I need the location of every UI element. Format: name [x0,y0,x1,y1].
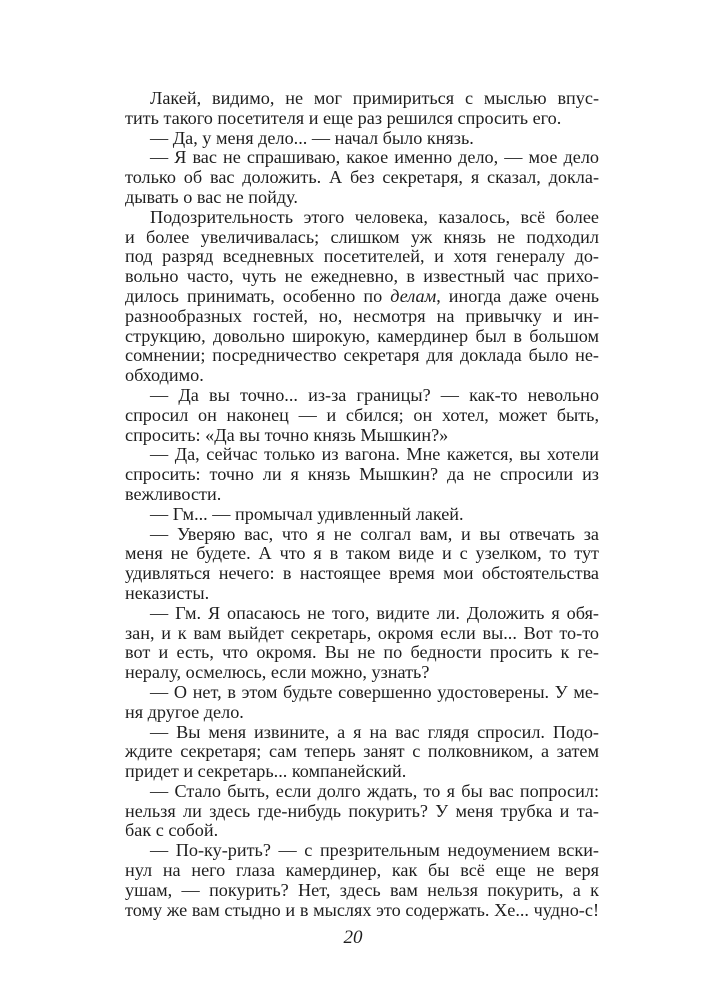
text-segment: , иногда даже очень [436,285,599,306]
paragraph [125,505,599,525]
paragraph [125,525,599,604]
text-line: нералу, осмелюсь, если можно, узнать? [125,662,430,683]
paragraph [125,841,599,920]
text-line: меня не будете. А что я в таком виде и с узелком, то тут [125,543,599,564]
paragraph [125,129,599,149]
text-line [125,287,599,307]
text-line: Лакей, видимо, не мог примириться с мыслью впус- [150,88,599,108]
text-line: вот и есть, что окромя. Вы не по бедности просить к ге- [125,642,599,663]
text-line: обходимо. [125,365,204,386]
text-line: ждите секретаря; сам теперь занят с полковником, а затем [125,741,599,762]
text-line: — Вы меня извините, а я на вас глядя спросил. Подо- [150,721,599,742]
text-line: нельзя ли здесь где-нибудь покурить? У меня трубка и та- [125,800,599,821]
paragraph [125,782,599,841]
text-line: тить такого посетителя и еще раз решился спросить его. [125,107,562,128]
paragraph [125,148,599,207]
text-line: сомнении; посредничество секретаря для доклада было не- [125,345,599,366]
text-line: удивляться нечего: в настоящее время мои обстоятельства [125,563,599,584]
text-line: неказисты. [125,582,210,603]
paragraph [125,723,599,782]
paragraph [125,683,599,723]
text-line: нул на него глаза камердинер, как бы всё еще не веря [125,860,599,881]
text-line: спросить: «Да вы точно князь Мышкин?» [125,424,449,445]
text-line: — О нет, в этом будьте совершенно удостоверены. У ме- [150,681,599,702]
text-line: и более увеличивалась; слишком уж князь не подходил [125,226,599,247]
text-line: дывать о вас не пойду. [125,186,298,207]
page-body-text [125,89,599,920]
text-line: — Да вы точно... из-за границы? — как-то невольно [150,384,599,405]
text-line: — По-ку-рить? — с презрительным недоумением вски- [150,840,599,861]
text-line: — Да, сейчас только из вагона. Мне кажется, вы хотели [150,444,599,465]
paragraph [125,604,599,683]
text-line: придет и секретарь... компанейский. [125,761,407,782]
text-line: — Стало быть, если долго ждать, то я бы вас попросил: [150,780,599,801]
text-line: струкцию, довольно широкую, камердинер был в большом [125,325,599,346]
paragraph [125,445,599,504]
text-line: — Да, у меня дело... — начал было князь. [150,127,474,148]
paragraph [125,89,599,129]
text-line: бак с собой. [125,820,219,841]
text-line: тому же вам стыдно и в мыслях это содержать. Хе... чудно-с! [125,899,599,920]
text-line: зан, и к вам выйдет секретарь, окромя если вы... Вот то-то [125,622,599,643]
text-line: — Я вас не спрашиваю, какое именно дело, — мое дело [150,147,599,168]
text-line: только об вас доложить. А без секретаря, я сказал, докла- [125,167,599,188]
paragraph [125,386,599,445]
paragraph [125,208,599,386]
text-line: — Гм... — промычал удивленный лакей. [150,503,464,524]
text-line: — Гм. Я опасаюсь не того, видите ли. Доложить я обя- [150,602,599,623]
text-line: спросил он наконец — и сбился; он хотел, может быть, [125,404,599,425]
text-line: — Уверяю вас, что я не солгал вам, и вы отвечать за [150,523,599,544]
text-line: вежливости. [125,483,222,504]
text-line: разнообразных гостей, но, несмотря на привычку и ин- [125,305,599,326]
emphasized-text: делам [390,285,437,306]
text-line: вольно часто, чуть не ежедневно, в известный час прихо- [125,266,599,287]
page-number: 20 [343,927,363,948]
text-line: ня другое дело. [125,701,244,722]
text-line: ушам, — покурить? Нет, здесь вам нельзя покурить, а к [125,879,599,900]
text-line: под разряд вседневных посетителей, и хотя генералу до- [125,246,599,267]
text-line: Подозрительность этого человека, казалось, всё более [150,206,599,227]
text-segment: дилось принимать, особенно по [125,285,391,306]
text-line: спросить: точно ли я князь Мышкин? да не спросили из [125,464,599,485]
